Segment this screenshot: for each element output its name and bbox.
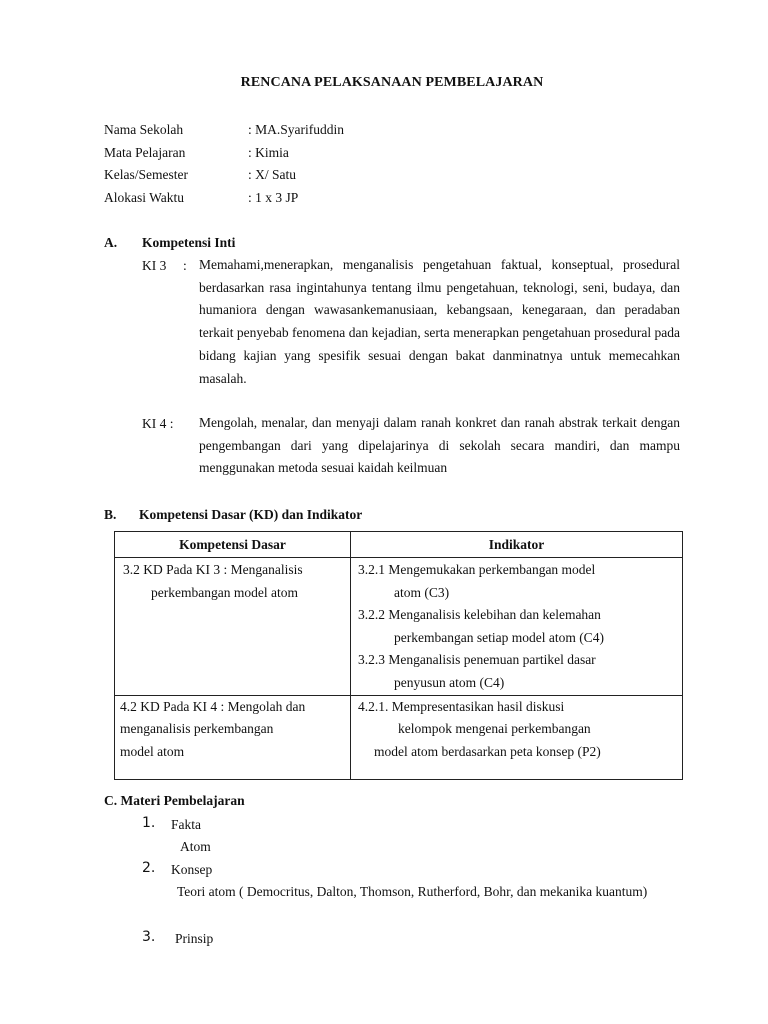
- ki3-text: Memahami,menerapkan, menganalisis pengetahuan faktual, konseptual, prosedural berdasarkan rasa ingintahunya tentang ilmu pengetahuan, teknologi, seni, budaya, dan humaniora dengan wawasankemanusiaan, kebangsaan, kenegaraan, dan peradaban terkait penyebab fenomena dan kejadian, serta menerapkan pengetahuan prosedural pada bidang kajian yang spesifik sesuai dengan bakat danminatnya untuk memecahkan masalah.: [199, 257, 680, 386]
- section-b-letter: B.: [104, 507, 117, 522]
- kd-line: menganalisis perkembangan: [120, 721, 274, 737]
- indikator-line: 3.2.1 Mengemukakan perkembangan model: [358, 562, 596, 577]
- ki4-text: Mengolah, menalar, dan menyaji dalam ranah konkret dan ranah abstrak terkait dengan pengembangan dari yang dipelajarinya di sekolah secara mandiri, dan mampu menggunakan metoda sesuai kaidah keilmuan: [199, 415, 680, 476]
- kd-line: perkembangan model atom: [151, 584, 298, 600]
- table-row: [115, 558, 683, 696]
- section-a-letter: A.: [104, 235, 118, 250]
- list-item-content: Teori atom ( Democritus, Dalton, Thomson, Rutherford, Bohr, dan mekanika kuantum): [177, 884, 648, 899]
- identity-label-school: Nama Sekolah: [104, 122, 184, 137]
- identity-label-class: Kelas/Semester: [104, 167, 188, 182]
- identity-value-time: : 1 x 3 JP: [248, 190, 299, 205]
- indikator-line: model atom berdasarkan peta konsep (P2): [374, 743, 601, 759]
- identity-value-subject: : Kimia: [248, 145, 289, 160]
- table-header-kd: Kompetensi Dasar: [115, 532, 351, 558]
- table-row: [115, 695, 683, 779]
- kd-line: model atom: [120, 743, 185, 759]
- document-title: RENCANA PELAKSANAAN PEMBELAJARAN: [240, 75, 544, 90]
- table-cell-kd: [115, 695, 351, 779]
- identity-label-subject: Mata Pelajaran: [104, 145, 186, 160]
- indikator-line: 4.2.1. Mempresentasikan hasil diskusi: [358, 698, 565, 714]
- list-number: 2.: [142, 860, 156, 876]
- identity-value-class: : X/ Satu: [248, 167, 297, 182]
- list-item-label: Prinsip: [175, 931, 214, 946]
- indikator-line: perkembangan setiap model atom (C4): [394, 629, 604, 645]
- table-header-row: [115, 532, 683, 558]
- table-cell-indikator: [351, 558, 683, 696]
- indikator-line: kelompok mengenai perkembangan: [398, 721, 591, 737]
- list-item-content: Atom: [180, 839, 211, 854]
- list-number: 1.: [142, 815, 156, 831]
- kd-indikator-table: [114, 531, 683, 780]
- section-b-heading: Kompetensi Dasar (KD) dan Indikator: [139, 507, 363, 522]
- kd-line: 4.2 KD Pada KI 4 : Mengolah dan: [120, 698, 306, 714]
- indikator-line: 3.2.2 Menganalisis kelebihan dan kelemahan: [358, 607, 601, 623]
- table-cell-indikator: [351, 695, 683, 779]
- indikator-line: 3.2.3 Menganalisis penemuan partikel dasar: [358, 652, 596, 668]
- table-header-indikator: Indikator: [351, 532, 683, 558]
- ki4-label: KI 4 :: [142, 416, 174, 431]
- list-item-label: Fakta: [171, 817, 201, 832]
- indikator-line: atom (C3): [394, 584, 450, 600]
- identity-value-school: : MA.Syarifuddin: [248, 122, 344, 137]
- table-cell-kd: [115, 558, 351, 696]
- section-c-heading: C. Materi Pembelajaran: [104, 793, 245, 808]
- kd-line: 3.2 KD Pada KI 3 : Menganalisis: [123, 562, 303, 577]
- ki3-label: KI 3: [142, 258, 167, 273]
- list-item-label: Konsep: [171, 862, 213, 877]
- section-a-heading: Kompetensi Inti: [142, 235, 236, 250]
- indikator-line: penyusun atom (C4): [394, 674, 505, 690]
- list-number: 3.: [142, 929, 156, 945]
- identity-label-time: Alokasi Waktu: [104, 190, 185, 205]
- ki3-separator: :: [183, 258, 187, 273]
